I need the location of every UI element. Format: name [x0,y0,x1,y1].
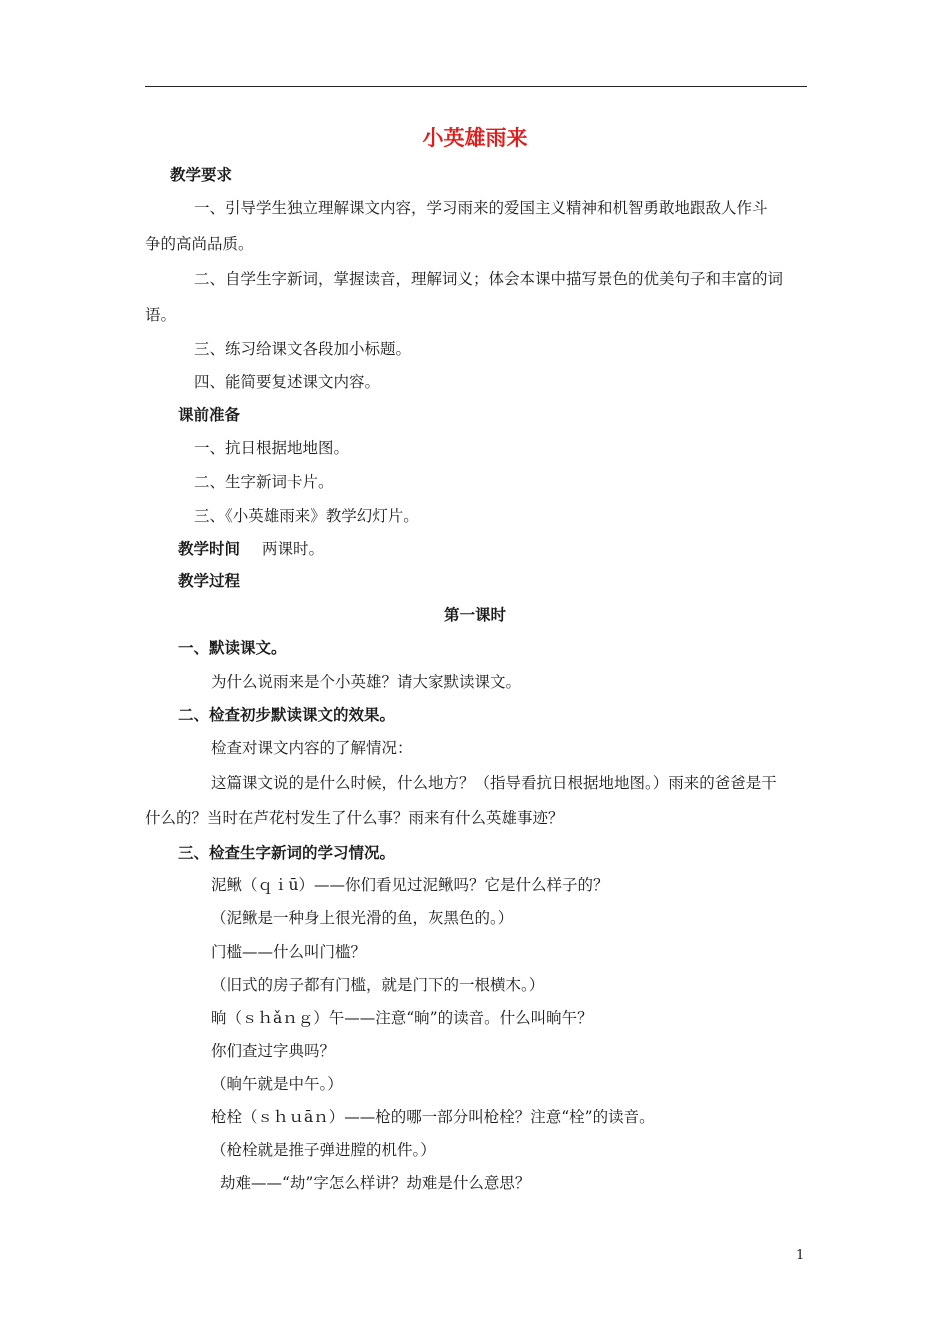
heading-preparation: 课前准备 [178,406,241,424]
paragraph: 门槛——什么叫门槛？ [211,943,367,961]
paragraph: 争的高尚品质。 [145,235,254,253]
paragraph: 二、生字新词卡片。 [194,473,334,491]
paragraph: 泥鳅（ｑｉū）——你们看见过泥鳅吗？它是什么样子的？ [211,876,609,894]
paragraph: 语。 [145,306,177,324]
lesson-heading: 第一课时 [443,606,506,624]
paragraph: 二、自学生字新词，掌握读音，理解词义；体会本课中描写景色的优美句子和丰富的词 [194,270,784,288]
paragraph: （晌午就是中午。） [211,1075,343,1093]
step-heading: 一、默读课文。 [178,639,287,657]
document-title: 小英雄雨来 [422,126,528,150]
heading-requirements: 教学要求 [170,166,233,184]
step-heading: 二、检查初步默读课文的效果。 [178,706,396,724]
page-number: 1 [796,1248,805,1263]
paragraph: 这篇课文说的是什么时候，什么地方？（指导看抗日根据地地图。）雨来的爸爸是干 [211,774,777,792]
paragraph: 一、抗日根据地地图。 [194,439,350,457]
heading-time: 教学时间 [178,540,241,558]
paragraph: 检查对课文内容的了解情况： [211,739,413,757]
step-heading: 三、检查生字新词的学习情况。 [178,844,396,862]
time-value: 两课时。 [262,540,325,558]
paragraph: 晌（ｓｈǎｎｇ）午——注意“晌”的读音。什么叫晌午？ [211,1009,593,1027]
paragraph: 三、练习给课文各段加小标题。 [194,340,412,358]
paragraph: 为什么说雨来是个小英雄？请大家默读课文。 [211,673,522,691]
paragraph: （枪栓就是推子弹进膛的机件。） [211,1141,436,1159]
paragraph: 什么的？当时在芦花村发生了什么事？雨来有什么英雄事迹？ [145,809,564,827]
paragraph: （泥鳅是一种身上很光滑的鱼，灰黑色的。） [211,909,514,927]
paragraph: 劫难——“劫”字怎么样讲？劫难是什么意思？ [220,1174,531,1192]
header-rule [145,86,807,87]
paragraph: 你们查过字典吗？ [211,1042,336,1060]
paragraph: 一、引导学生独立理解课文内容，学习雨来的爱国主义精神和机智勇敢地跟敌人作斗 [194,199,768,217]
paragraph: 四、能简要复述课文内容。 [194,373,381,391]
paragraph: 枪栓（ｓｈｕāｎ）——枪的哪一部分叫枪栓？注意“栓”的读音。 [211,1108,655,1126]
heading-process: 教学过程 [178,572,241,590]
paragraph: 三、《小英雄雨来》教学幻灯片。 [194,507,419,525]
paragraph: （旧式的房子都有门槛，就是门下的一根横木。） [211,976,545,994]
